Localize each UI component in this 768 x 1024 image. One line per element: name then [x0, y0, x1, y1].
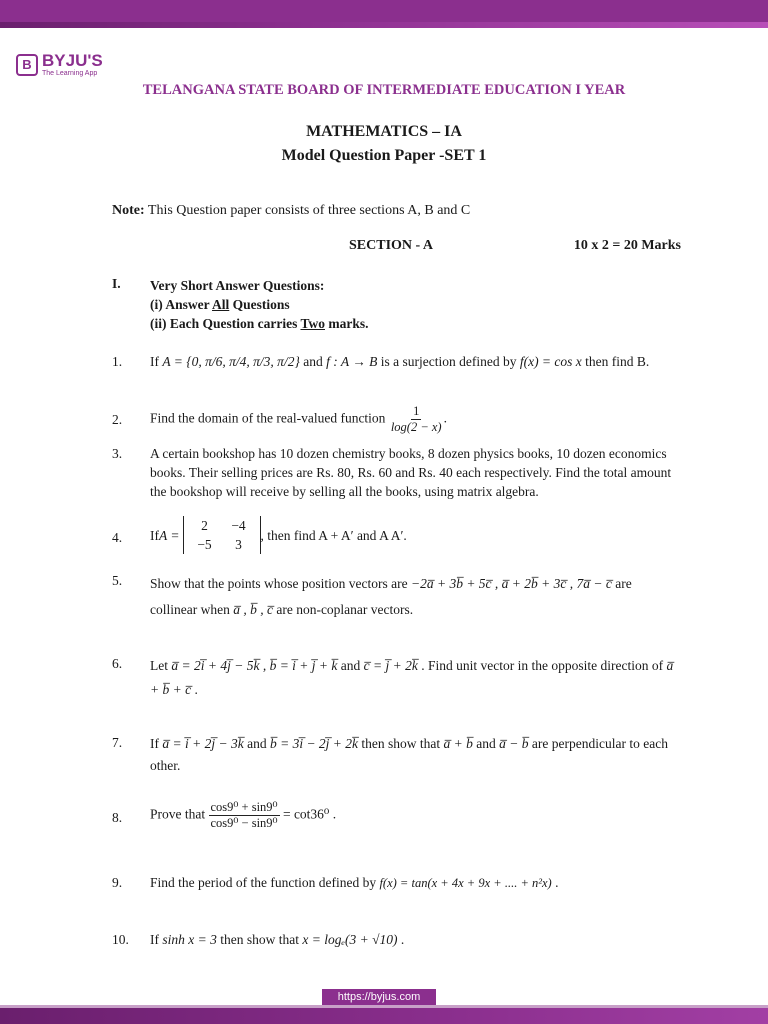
- question-text: Show that the points whose position vectors are −2a̅ + 3b̅ + 5c̅ , a̅ + 2b̅ + 3c̅ , 7a̅ − c̅ are collinear when a̅ , b̅ , c̅ are non-coplanar vectors.: [150, 576, 632, 617]
- instructions-roman: I.: [112, 276, 121, 291]
- question-number: 3.: [112, 446, 123, 461]
- question-number: 4.: [112, 530, 123, 545]
- board-title: TELANGANA STATE BOARD OF INTERMEDIATE EDUCATION I YEAR: [142, 82, 626, 98]
- instructions-line2: (ii) Each Question carries Two marks.: [150, 316, 369, 331]
- question-text: A certain bookshop has 10 dozen chemistry books, 8 dozen physics books, 10 dozen economics books. Their selling prices are Rs. 80, Rs. 60 and Rs. 40 each respectively. Find the total amount the bookshop will receive by selling all the books, using matrix algebra.: [150, 446, 672, 499]
- question-number: 9.: [112, 875, 123, 890]
- section-header: [0, 238, 768, 258]
- question-text: Find the period of the function defined by f(x) = tan(x + 4x + 9x + .... + n²x) .: [150, 875, 559, 890]
- section-name: SECTION - A: [349, 238, 434, 253]
- question-text: Prove that $\frac{\text{cos9⁰ + sin9⁰}}{\text{cos9⁰ − sin9⁰}}$ = cot36⁰ .: [150, 800, 337, 830]
- question-text: If a̅ = i̅ + 2j̅ − 3k̅ and b̅ = 3i̅ − 2j̅ + 2k̅ then show that a̅ + b̅ and a̅ − b̅ are perpendicular to each other.: [150, 736, 668, 773]
- subject-title: MATHEMATICS – IA: [306, 123, 462, 140]
- footer-url[interactable]: https://byjus.com: [322, 989, 436, 1005]
- top-banner: [0, 0, 768, 28]
- question-number: 1.: [112, 354, 123, 369]
- fraction: $\frac{1}{\log(2 - x)}$: [390, 404, 442, 434]
- question-text: Let a̅ = 2i̅ + 4j̅ − 5k̅ , b̅ = i̅ + j̅ + k̅ and c̅ = j̅ + 2k̅ . Find unit vector in the opposite direction of a̅ + b̅ + c̅ .: [150, 658, 674, 697]
- note: [112, 203, 470, 219]
- note-label: Note:: [112, 203, 145, 218]
- instructions-line1: (i) Answer All Questions: [150, 297, 290, 312]
- question-number: 8.: [112, 810, 123, 825]
- logo-name: BYJU'S: [42, 51, 103, 70]
- question-number: 10.: [112, 932, 129, 947]
- question-text: If A = 2 −4 −5 3 , then find A + A′ and A A′.: [150, 518, 407, 552]
- section-marks: 10 x 2 = 20 Marks: [573, 238, 681, 253]
- question-number: 2.: [112, 412, 123, 427]
- question-text: If sinh x = 3 then show that x = logₑ(3 + √10) .: [150, 932, 405, 947]
- question-text: Find the domain of the real-valued function $\frac{1}{\log(2 - x)}$ .: [150, 404, 447, 434]
- byjus-logo: [16, 52, 103, 77]
- logo-icon: B: [16, 54, 38, 76]
- question-text: If A = {0, π/6, π/4, π/3, π/2} and f : A → B is a surjection defined by f(x) = cos x then find B.: [150, 354, 650, 369]
- matrix: 2 −4 −5 3: [183, 516, 261, 554]
- bottom-banner: [0, 1008, 768, 1024]
- fraction: $\frac{\text{cos9⁰ + sin9⁰}}{\text{cos9⁰ − sin9⁰}}$: [210, 800, 278, 830]
- instructions-heading: Very Short Answer Questions:: [150, 278, 325, 293]
- question-number: 5.: [112, 573, 123, 588]
- note-text: This Question paper consists of three sections A, B and C: [147, 203, 471, 218]
- logo-tagline: The Learning App: [42, 70, 98, 77]
- paper-title: Model Question Paper -SET 1: [281, 147, 487, 164]
- question-number: 6.: [112, 656, 123, 671]
- question-number: 7.: [112, 735, 123, 750]
